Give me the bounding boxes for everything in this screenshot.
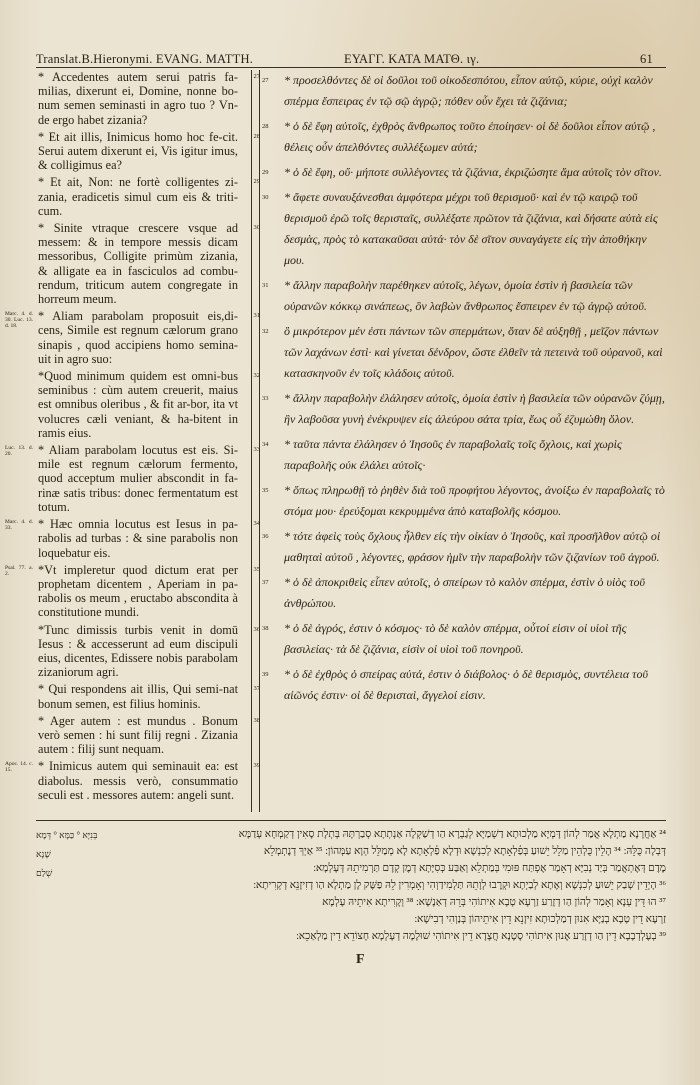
latin-verse-text: * Sinite vtraque crescere vsque ad messem: & in tempore messis dicam messoribus, Colligite primùm zizania, & alligate ea in fasciculos ad combu-rendum, triticum autem congregate in horreum meum. (38, 221, 238, 307)
verse-number: 37 (262, 579, 269, 586)
syriac-line: מֶדֶם דְּאֶתְאֲמַר בְּיַד נְבִיָּא דְאָמַר אֶפְתַּח פּוּמִי בְּמַתְלֵא וְאַבַּע כְּסִיָּתָא דְמֶן קְדָם תַּרְמִיתֵהּ דְּעָלְמָא ׃ (313, 863, 666, 874)
latin-verse-text: * Hæc omnia locutus est Iesus in pa-rabolis ad turbas : & sine parabolis non loquebatur eis. (38, 517, 238, 560)
latin-verse (5, 443, 260, 514)
greek-verse-text: * ταῦτα πάντα ἐλάλησεν ὁ Ἰησοῦς ἐν παραβολαῖς τοῖς ὄχλοις, καὶ χωρὶς παραβολῆς οὐκ ἐλάλει αὐτοῖς· (284, 437, 622, 472)
running-head-greek: ΕΥΑΓΓ. ΚΑΤΑ ΜΑΤΘ. ιγ. (344, 52, 480, 66)
greek-verse (262, 572, 667, 614)
greek-verse-text: * ὅπως πληρωθῇ τὸ ῥηθὲν διὰ τοῦ προφήτου λέγοντος, ἀνοίξω ἐν παραβολαῖς τὸ στόμα μου· ἐρεύξομαι κεκρυμμένα ἀπὸ καταβολῆς κόσμου. (284, 483, 665, 518)
greek-verse-text: ὃ μικρότερον μέν ἐστι πάντων τῶν σπερμάτων, ὅταν δὲ αὐξηθῇ , μεῖζον πάντων τῶν λαχάνων ἐστὶ· καὶ γίνεται δένδρον, ὥστε ἐλθεῖν τὰ πετεινὰ τοῦ οὐρανοῦ, καὶ κατασκηνοῦν ἐν τοῖς κλάδοις αὐτοῦ. (284, 324, 663, 380)
latin-column (5, 70, 260, 805)
page-number: 61 (640, 52, 653, 66)
greek-verse (262, 526, 667, 568)
verse-number: 33 (253, 446, 260, 454)
greek-verse-text: * ὁ δὲ ἔφη αὐτοῖς, ἐχθρὸς ἄνθρωπος τοῦτο ἐποίησεν· οἱ δὲ δοῦλοι εἶπον αὐτῷ , θέλεις οὖν ἀπελθόντες συλλέξωμεν αὐτά; (284, 119, 656, 154)
latin-verse (5, 309, 260, 366)
margin-reference: Marc. 4. d. 33. (5, 519, 33, 532)
syriac-line: זַרְעָא דֵין טָבָא בְנַיָּא אִנוּן דְמַלְכוּתָא זִיזָנֵא דֵין אִיתֵיהוֹן בְּנַוְהִי דְבִישָׁא ׃ (414, 914, 666, 925)
verse-number: 35 (262, 487, 269, 494)
margin-reference: Marc. 4. d. 30. Luc. 13. d. 18. (5, 311, 33, 330)
header-rule (36, 67, 666, 68)
latin-verse (5, 517, 260, 560)
verse-number: 31 (253, 312, 260, 320)
verse-number: 38 (262, 625, 269, 632)
latin-verse (38, 713, 260, 757)
greek-verse-text: * ὁ δὲ ἀποκριθεὶς εἶπεν αὐτοῖς, ὁ σπείρων τὸ καλὸν σπέρμα, ἐστὶν ὁ υἱὸς τοῦ ἀνθρώπου. (284, 575, 646, 610)
verse-number: 32 (262, 328, 269, 335)
latin-verse (38, 622, 260, 680)
verse-number: 27 (262, 77, 269, 84)
verse-number: 32 (253, 372, 260, 380)
signature-mark: F (356, 952, 365, 967)
greek-verse-text: * ὁ δὲ ἔφη, οὔ· μήποτε συλλέγοντες τὰ ζιζάνια, ἐκριζώσητε ἅμα αὐτοῖς τὸν σῖτον. (284, 165, 662, 179)
greek-verse-text: * τότε ἀφεὶς τοὺς ὄχλους ἦλθεν εἰς τὴν οἰκίαν ὁ Ἰησοῦς, καὶ προσῆλθον αὐτῷ οἱ μαθηταὶ αὐτοῦ , λέγοντες, φράσον ἡμῖν τὴν παραβολὴν τῶν ζιζανίων τοῦ ἀγροῦ. (284, 529, 661, 564)
latin-verse-text: * Aliam parabolam proposuit eis,di-cens, Simile est regnum cælorum grano sinapis , quod accipiens homo semina-uit in agro suo: (38, 309, 238, 366)
verse-number: 27 (253, 73, 260, 80)
syriac-margin-note: בְּנִיָּא ° כַּמָּא ° דְּמָא (36, 830, 98, 840)
verse-number: 33 (262, 395, 269, 402)
verse-number: 31 (262, 282, 269, 289)
verse-number: 29 (253, 178, 260, 186)
verse-number: 35 (253, 565, 260, 573)
latin-verse-text: * Aliam parabolam locutus est eis. Si-mile est regnum cælorum fermento, quod acceptum mulier abscondit in fa-rinæ satis tribus: donec fermentatum est totum. (38, 443, 238, 514)
greek-verse-text: * ἄλλην παραβολὴν παρέθηκεν αὐτοῖς, λέγων, ὁμοία ἐστὶν ἡ βασιλεία τῶν οὐρανῶν κόκκῳ σινάπεως, ὃν λαβὼν ἄνθρωπος ἔσπειρεν ἐν τῷ ἀγρῷ αὐτοῦ. (284, 278, 647, 313)
greek-verse (262, 275, 667, 317)
greek-verse (262, 321, 667, 384)
verse-number: 38 (253, 716, 260, 724)
running-head-latin: Translat.B.Hieronymi. EVANG. MATTH. (36, 52, 254, 66)
syriac-rule (36, 820, 666, 821)
latin-verse-text: * Et ait illis, Inimicus homo hoc fe-cit. Serui autem dixerunt ei, Vis igitur imus, & colligimus ea? (38, 129, 238, 173)
greek-verse (262, 116, 667, 158)
syriac-margin-note: שָׁנָא (36, 849, 51, 859)
latin-verse-text: * Ager autem : est mundus . Bonum verò semen : hi sunt filij regni . Zizania autem : filij sunt nequam. (38, 713, 238, 757)
latin-verse-text: * Inimicus autem qui seminauit ea: est diabolus. messis verò, consummatio seculi est . messores autem: angeli sunt. (38, 759, 238, 802)
margin-reference: Luc. 13. d. 20. (5, 445, 33, 458)
latin-verse (38, 129, 260, 173)
greek-verse-text: * ἄλλην παραβολὴν ἐλάλησεν αὐτοῖς, ὁμοία ἐστὶν ἡ βασιλεία τῶν οὐρανῶν ζύμῃ, ἣν λαβοῦσα γυνὴ ἐνέκρυψεν εἰς ἀλεύρου σάτα τρία, ἕως οὗ ἐζυμώθη ὅλον. (284, 391, 665, 426)
greek-verse (262, 480, 667, 522)
greek-verse (262, 162, 667, 183)
verse-number: 39 (262, 671, 269, 678)
latin-verse (38, 175, 260, 218)
latin-verse-text: *Tunc dimissis turbis venit in domū Iesus : & accesserunt ad eum discipuli eius, dicentes, Edissere nobis parabolam zizaniorum agri. (38, 622, 238, 680)
verse-number: 34 (262, 441, 269, 448)
greek-verse (262, 434, 667, 476)
verse-number: 30 (262, 194, 269, 201)
latin-verse-text: * Et ait, Non: ne fortè colligentes zi-zania, eradicetis simul cum eis & triti-cum. (38, 175, 238, 218)
greek-verse-text: * ὁ δὲ ἀγρός, ἐστιν ὁ κόσμος· τὸ δὲ καλὸν σπέρμα, οὗτοί εἰσιν οἱ υἱοὶ τῆς βασιλείας· τὰ δὲ ζιζάνια, εἰσὶν οἱ υἱοὶ τοῦ πονηροῦ. (284, 621, 627, 656)
latin-verse (38, 369, 260, 440)
verse-number: 36 (253, 625, 260, 633)
syriac-line: ³⁷ הוּ דֵּין עְנָא וְאָמַר לְהוֹן הַו דְזָרַע זַרְעָא טָבָא אִיתוֹהִי בְּרֵהּ דְאַנָשָׁא ׃ ³⁸ וְקָרִיתָא אִיתֵיהּ עָלְמָא (322, 897, 666, 908)
margin-reference: Psal. 77. a. 2. (5, 564, 33, 577)
latin-verse (38, 682, 260, 711)
margin-reference: Apoc. 14. c. 15. (5, 761, 33, 774)
latin-verse-text: *Vt impleretur quod dictum erat per prophetam dicentem , Aperiam in pa-rabolis os meum , eructabo abscondita à constitutione mundi. (38, 562, 238, 620)
syriac-line: ²⁴ אַחֲרָנָא מַתְלָא אֲמַר לְהוֹן דָּמְיָא מַלְכוּתָא דַשְׁמַיָּא לְגַבְרָא הַו דְשַׁקְלָה אַנְתְתָא סְבַרְתָּהּ בְּתְלָת סָאִין דְקַמְחָא עְדַמָּא (238, 829, 666, 840)
greek-column (262, 70, 667, 710)
greek-verse (262, 70, 667, 112)
greek-verse (262, 618, 667, 660)
syriac-margin (36, 828, 156, 885)
greek-verse (262, 187, 667, 271)
verse-number: 36 (262, 533, 269, 540)
syriac-margin-note: שְׁלַם (36, 868, 53, 878)
verse-number: 30 (253, 224, 260, 232)
syriac-line: דְּבְלָה כֻּלֵּהּ ׃ ³⁴ הָלֵין כֻּלְהֵין מַלֵל יֵשׁוּעַ בְּפַ֫לְאָתָא לְכִנְשָׁא וּדְלָא פַ֫לְאָתָא לָא מְמַלֵּל הְוָא עַמְּהוֹן ׃ ³⁵ אַיְךְ דְנֶתְמְלֵא (263, 846, 666, 857)
latin-verse (38, 70, 260, 127)
greek-verse-text: * προσελθόντες δὲ οἱ δοῦλοι τοῦ οἰκοδεσπότου, εἶπον αὐτῷ, κύριε, οὐχὶ καλὸν σπέρμα ἔσπειρας ἐν τῷ σῷ ἀγρῷ; πόθεν οὖν ἔχει τὰ ζιζάνια; (284, 73, 653, 108)
greek-verse-text: * ἄφετε συναυξάνεσθαι ἀμφότερα μέχρι τοῦ θερισμοῦ· καὶ ἐν τῷ καιρῷ τοῦ θερισμοῦ ἐρῶ τοῖς θερισταῖς, συλλέξατε πρῶτον τὰ ζιζάνια, καὶ δήσατε αὐτὰ εἰς δεσμὰς, πρὸς τὸ κατακαῦσαι αὐτά· τὸν δὲ σῖτον συναγάγετε εἰς τὴν ἀποθήκην μου. (284, 190, 658, 267)
latin-verse-text: * Qui respondens ait illis, Qui semi-nat bonum semen, est filius hominis. (38, 682, 238, 711)
verse-number: 37 (253, 685, 260, 693)
latin-verse-text: * Accedentes autem serui patris fa-milias, dixerunt ei, Domine, nonne bo-num semen seminasti in agro tuo ? Vn-de ergo habet zizania? (38, 70, 238, 127)
greek-verse (262, 388, 667, 430)
verse-number: 39 (253, 762, 260, 770)
greek-verse (262, 664, 667, 706)
greek-verse-text: * ὁ δὲ ἐχθρὸς ὁ σπείρας αὐτά, ἐστιν ὁ διάβολος· ὁ δὲ θερισμὸς, συντέλεια τοῦ αἰῶνός ἐστιν· οἱ δὲ θερισταὶ, ἄγγελοί εἰσιν. (284, 667, 648, 702)
latin-verse (5, 759, 260, 802)
syriac-line: ³⁶ הָיְדֵין שְׁבַק יֵשׁוּעַ לְכִנְשָׁא וְאֶתָא לְבַיְתָא וּקְרֶבוּ לְוָתֵהּ תַּלְמִידַוְהִי וְאָמְרִין לֵהּ פַשֶּׁק לָן מַתְלָא הַו דְזִיזָנֵא דְקְרִיתָא ׃ (253, 880, 666, 891)
latin-verse-text: *Quod minimum quidem est omni-bus seminibus : cùm autem creuerit, maius est omnibus oleribus , & fit ar-bor, ita vt volucres cæli veniant, & ha-bitent in ramis eius. (38, 369, 238, 440)
verse-number: 29 (262, 169, 269, 176)
latin-verse (38, 221, 260, 307)
latin-verse (5, 562, 260, 620)
verse-number: 34 (253, 520, 260, 528)
syriac-line: ³⁹ בְעֶלְדְבָבָא דֵין הַו דְזָרַע אֶנוּן אִיתוֹהִי סָטָנָא חֲצָדָא דֵין אִיתוֹהִי שׁוּלָמָה דְעָלְמָא חָצוֹדֵא דֵין מַלְאַכֵא ׃ (296, 931, 666, 942)
verse-number: 28 (262, 123, 269, 130)
verse-number: 28 (253, 132, 260, 140)
column-divider (251, 70, 252, 812)
